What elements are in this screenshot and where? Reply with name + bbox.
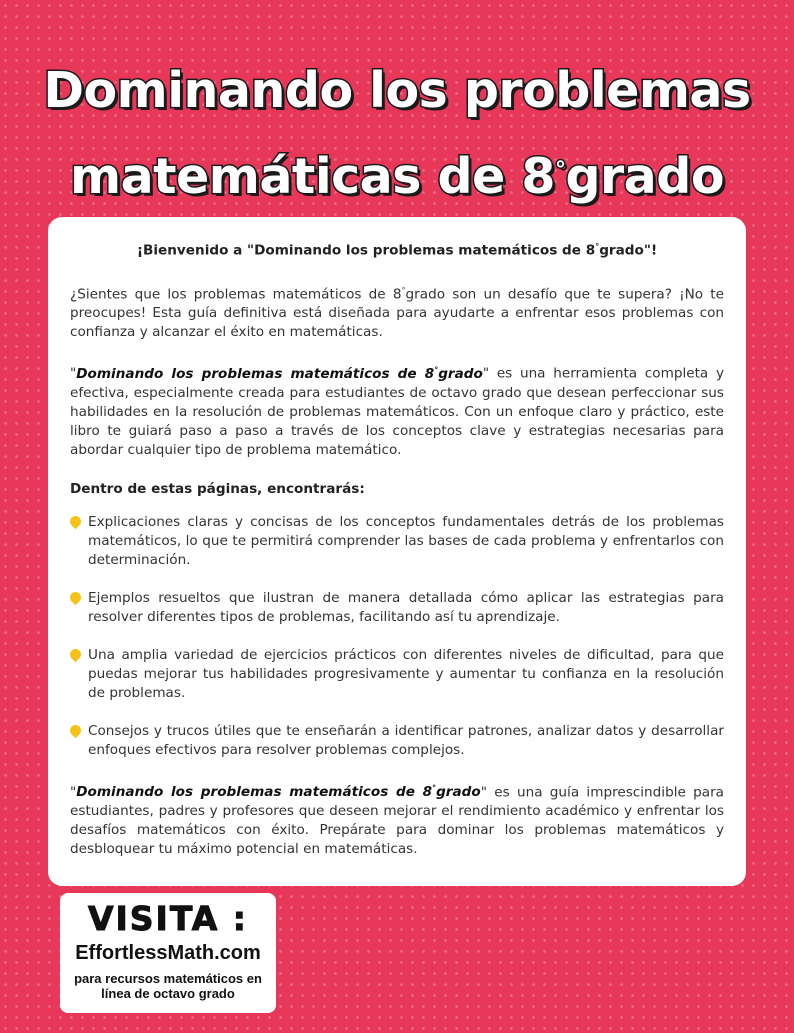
book-title-degree: ° (434, 365, 439, 375)
book-title-b: grado (438, 365, 483, 382)
visit-description: para recursos matemáticos en línea de octavo grado (74, 971, 262, 1001)
list-item (70, 513, 724, 570)
description-text: " es una herramienta completa y efectiva, especialmente creada para estudiantes de octavo grado que desean perfeccionar sus habilidades en la resolución de problemas matemáticos. Con un enfoque claro y práctico, este libro te guiará paso a paso a través de los conceptos clave y estrategias necesarias para abordar cualquier tipo de problema matemático. (70, 365, 725, 458)
welcome-grade: grado"! (599, 242, 658, 259)
quote-mark: " (70, 784, 77, 801)
content-card (48, 217, 746, 886)
book-title-degree: ° (432, 783, 437, 793)
intro-paragraph (70, 281, 724, 343)
book-title-a: Dominando los problemas matemáticos de 8 (76, 784, 433, 801)
intro-text-a: ¿Sientes que los problemas matemáticos de 8 (70, 286, 402, 303)
list-item (70, 646, 724, 703)
title-line-2 (0, 134, 794, 220)
list-item-text: Consejos y trucos útiles que te enseñarán a identificar patrones, analizar datos y desarrollar enfoques efectivos para resolver problemas complejos. (88, 722, 724, 758)
quote-mark: " (70, 365, 77, 382)
book-title-a: Dominando los problemas matemáticos de 8 (76, 365, 435, 382)
visit-heading: VISITA : (87, 899, 249, 938)
website-link[interactable]: EffortlessMath.com (75, 942, 261, 964)
intro-text-b: grado son un desafío que te supera? ¡No te preocupes! Esta guía definitiva está diseñada para ayudarte a enfrentar esos problemas con confianza y alcanzar el éxito en matemáticas. (70, 286, 724, 341)
book-title-b: grado (436, 784, 481, 801)
degree-symbol: ° (554, 158, 566, 183)
closing-paragraph (70, 779, 724, 860)
feature-list (70, 513, 724, 760)
description-paragraph (70, 360, 724, 460)
welcome-degree: ° (595, 242, 600, 251)
section-heading: Dentro de estas páginas, encontrarás: (70, 480, 365, 497)
bullet-marker-icon (68, 646, 84, 662)
bullet-marker-icon (68, 722, 84, 738)
list-item-text: Explicaciones claras y concisas de los conceptos fundamentales detrás de los problemas matemáticos, lo que te permitirá comprender las bases de cada problema y enfrentarlos con determinación. (88, 513, 724, 568)
welcome-text: ¡Bienvenido a "Dominando los problemas matemáticos de 8 (136, 242, 596, 259)
list-item-text: Una amplia variedad de ejercicios prácticos con diferentes niveles de dificultad, para que puedas mejorar tus habilidades progresivamente y aumentar tu confianza en la resolución de problemas. (88, 646, 724, 701)
welcome-heading (70, 237, 724, 261)
title-line-2-grade: grado (565, 148, 724, 205)
title-line-2-text: matemáticas de 8 (70, 148, 555, 205)
list-item-text: Ejemplos resueltos que ilustran de manera detallada cómo aplicar las estrategias para resolver diferentes tipos de problemas, facilitando así tu aprendizaje. (88, 589, 724, 625)
bullet-marker-icon (68, 589, 84, 605)
title-line-1: Dominando los problemas (43, 62, 751, 119)
intro-degree: ° (401, 285, 406, 295)
page-title (0, 48, 794, 220)
bullet-marker-icon (68, 513, 84, 529)
closing-text: " es una guía imprescindible para estudiantes, padres y profesores que deseen mejorar el rendimiento académico y enfrentar los desafíos matemáticos con éxito. Prepárate para dominar los problemas matemáticos y desbloquear tu máximo potencial en matemáticas. (70, 784, 724, 858)
list-item (70, 722, 724, 760)
visit-box[interactable] (60, 893, 276, 1013)
list-item (70, 589, 724, 627)
